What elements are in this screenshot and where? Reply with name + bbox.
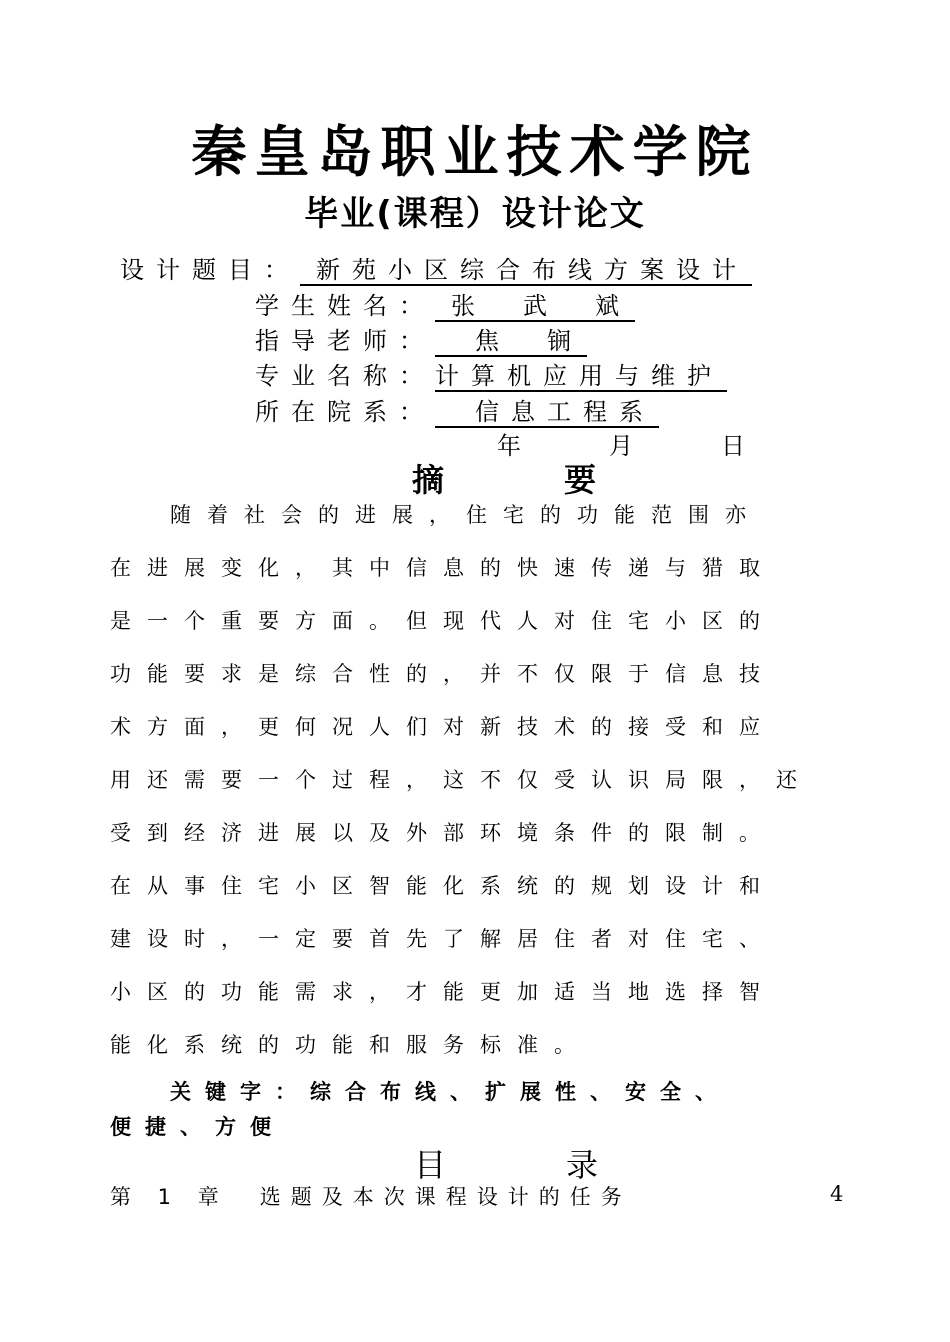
department-label: 所在院系： <box>255 398 435 426</box>
abstract-line: 用还需要一个过程，这不仅受认识局限，还 <box>110 768 813 792</box>
toc-heading: 目 录 <box>414 1146 643 1184</box>
advisor-row <box>255 321 587 357</box>
major-label: 专业名称： <box>255 362 435 390</box>
keywords-line-2: 便捷、方便 <box>110 1115 285 1139</box>
abstract-line: 在进展变化，其中信息的快速传递与猎取 <box>110 556 776 580</box>
advisor-label: 指导老师： <box>255 327 435 355</box>
abstract-line: 术方面，更何况人们对新技术的接受和应 <box>110 715 776 739</box>
abstract-line: 受到经济进展以及外部环境条件的限制。 <box>110 821 776 845</box>
design-title-label: 设计题目： <box>120 256 300 284</box>
student-name-label: 学生姓名： <box>255 292 435 320</box>
abstract-line: 在从事住宅小区智能化系统的规划设计和 <box>110 874 776 898</box>
department-value: 信息工程系 <box>435 398 659 428</box>
abstract-line: 能化系统的功能和服务标准。 <box>110 1033 591 1057</box>
abstract-line: 功能要求是综合性的，并不仅限于信息技 <box>110 662 776 686</box>
student-name-row <box>255 286 635 322</box>
abstract-line: 建设时，一定要首先了解居住者对住宅、 <box>110 927 776 951</box>
date-line: 年 月 日 <box>497 432 749 460</box>
abstract-line: 是一个重要方面。但现代人对住宅小区的 <box>110 609 776 633</box>
toc-entry-label[interactable]: 第 1 章 选题及本次课程设计的任务 <box>110 1185 632 1209</box>
design-title-row <box>120 250 752 286</box>
abstract-heading: 摘 要 <box>412 461 641 499</box>
abstract-line: 小区的功能需求，才能更加适当地选择智 <box>110 980 776 1004</box>
abstract-line: 随着社会的进展，住宅的功能范围亦 <box>170 503 762 527</box>
design-title-value: 新苑小区综合布线方案设计 <box>300 256 752 286</box>
advisor-value: 焦 锎 <box>435 327 587 357</box>
thesis-subtitle: 毕业(课程）设计论文 <box>304 194 646 234</box>
student-name-value: 张 武 斌 <box>435 292 635 322</box>
major-value: 计算机应用与维护 <box>435 362 727 392</box>
department-row <box>255 392 659 428</box>
school-title: 秦皇岛职业技术学院 <box>191 120 759 184</box>
keywords-line-1: 关键字：综合布线、扩展性、安全、 <box>170 1080 730 1104</box>
toc-entry-page[interactable]: 4 <box>830 1182 844 1206</box>
major-row <box>255 356 727 392</box>
